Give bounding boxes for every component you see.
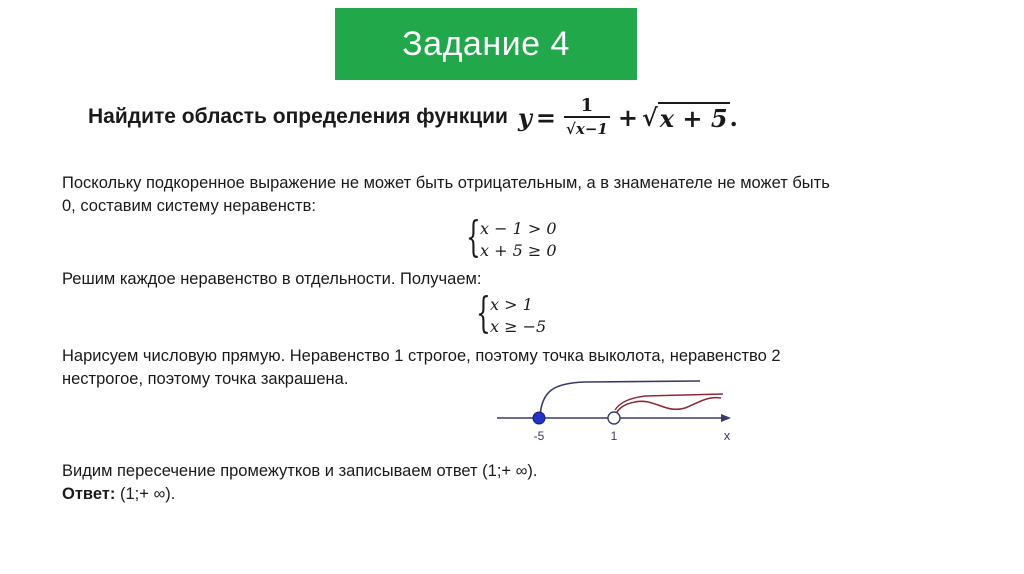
title-banner <box>335 8 637 80</box>
formula-plus: + <box>617 102 638 132</box>
system-1-row-2: x + 5 ≥ 0 <box>480 241 557 260</box>
paragraph-4: Видим пересечение промежутков и записываем ответ (1;+ ∞). <box>62 462 538 480</box>
fraction-denominator: √x−1 <box>564 116 610 139</box>
brace-icon: { <box>466 212 481 261</box>
axis-arrow-icon <box>721 414 731 422</box>
paragraph-3-line-1: Нарисуем числовую прямую. Неравенство 1 строгое, поэтому точка выколота, неравенство 2 <box>62 347 781 365</box>
system-1-row-1: x − 1 > 0 <box>480 219 557 238</box>
inequality-system-2 <box>476 288 547 338</box>
inequality-system-1 <box>466 212 557 262</box>
point-minus-5-filled <box>533 412 545 424</box>
task-statement <box>88 86 738 148</box>
paragraph-3-line-2: нестрогое, поэтому точка закрашена. <box>62 370 349 388</box>
interval-arc-x-ge-minus-5 <box>540 381 700 418</box>
point-1-open <box>608 412 620 424</box>
system-2-row-1: x > 1 <box>490 295 533 314</box>
axis-label-x: x <box>723 428 731 443</box>
function-formula <box>508 96 738 139</box>
paragraph-1-line-2: 0, составим систему неравенств: <box>62 197 316 215</box>
fraction-numerator: 1 <box>580 94 594 116</box>
tick-label-minus-5: -5 <box>533 429 545 443</box>
system-2-row-2: x ≥ −5 <box>490 317 547 336</box>
formula-end: . <box>729 102 738 132</box>
formula-equals: = <box>535 102 557 132</box>
slide-title: Задание 4 <box>402 24 570 63</box>
interval-wave-x-gt-1 <box>615 398 721 418</box>
brace-icon: { <box>476 288 491 337</box>
answer-value: (1;+ ∞). <box>115 485 176 503</box>
sqrt-symbol: √ <box>641 102 658 132</box>
answer-label: Ответ: <box>62 485 116 503</box>
paragraph-2: Решим каждое неравенство в отдельности. Получаем: <box>62 270 482 288</box>
formula-fraction <box>564 96 610 139</box>
sqrt-body: x + 5 <box>659 103 728 133</box>
tick-label-1: 1 <box>610 429 618 443</box>
paragraph-1-line-1: Поскольку подкоренное выражение не может быть отрицательным, а в знаменателе не может быть <box>62 174 830 192</box>
formula-lhs: y <box>517 102 532 132</box>
task-prompt: Найдите область определения функции <box>88 105 508 128</box>
number-line-diagram <box>495 372 745 448</box>
answer-line <box>62 483 175 506</box>
